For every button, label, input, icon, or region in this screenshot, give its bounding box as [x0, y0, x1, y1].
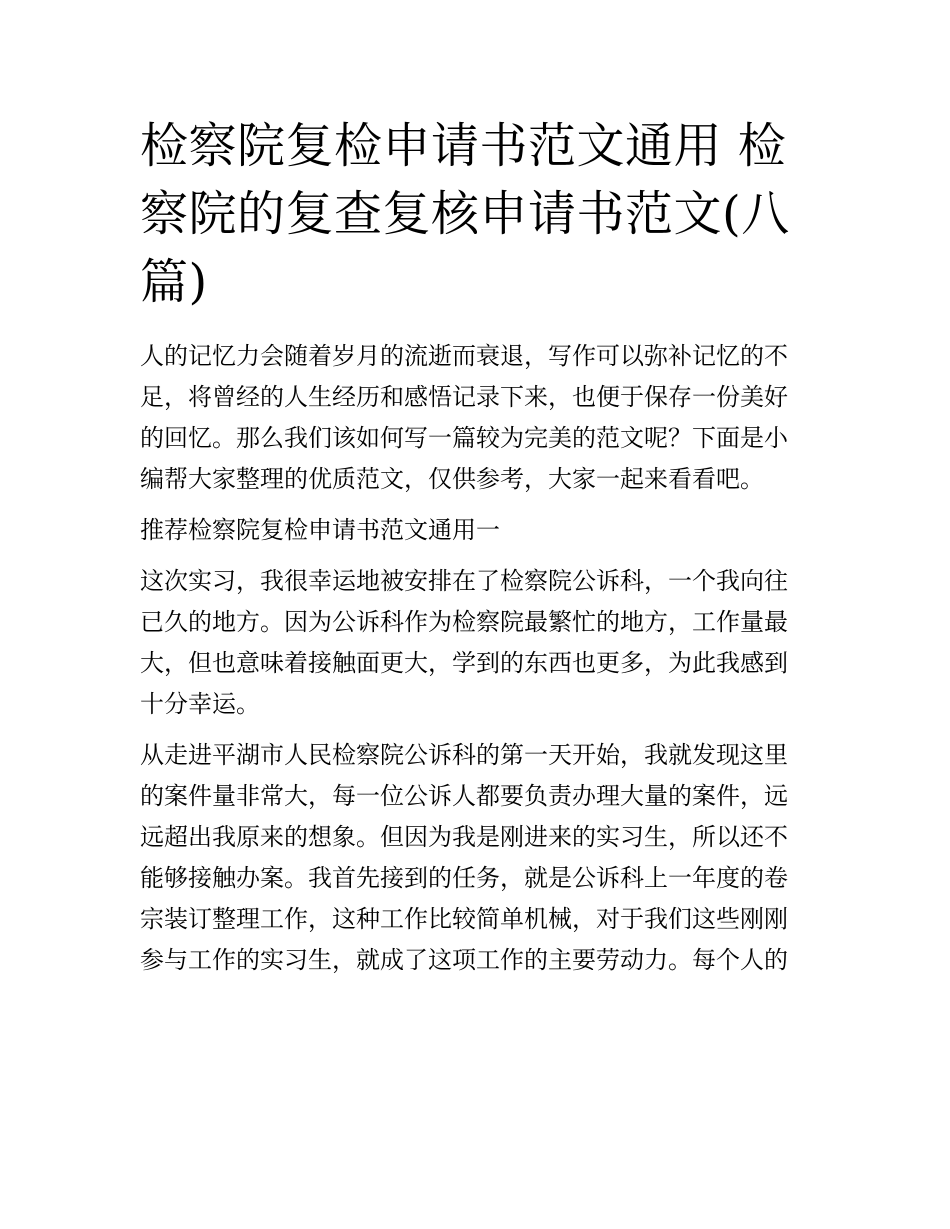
body-paragraph [140, 735, 812, 981]
title-line: 检察院复检申请书范文通用 检 [140, 118, 787, 174]
document-title [140, 112, 812, 316]
text-line: 宗装订整理工作，这种工作比较简单机械，对于我们这些刚刚 [140, 905, 788, 933]
title-line: 察院的复查复核申请书范文(八 [140, 186, 790, 242]
text-line: 的案件量非常大，每一位公诉人都要负责办理大量的案件，远 [140, 782, 788, 810]
text-line: 参与工作的实习生，就成了这项工作的主要劳动力。每个人的 [140, 946, 788, 974]
intro-paragraph [140, 336, 812, 500]
text-line: 能够接触办案。我首先接到的任务，就是公诉科上一年度的卷 [140, 864, 788, 892]
text-line: 这次实习，我很幸运地被安排在了检察院公诉科，一个我向往 [140, 567, 788, 595]
body-paragraph [140, 561, 812, 725]
text-line: 十分幸运。 [140, 690, 260, 718]
text-line: 远超出我原来的想象。但因为我是刚进来的实习生，所以还不 [140, 823, 788, 851]
text-line: 已久的地方。因为公诉科作为检察院最繁忙的地方，工作量最 [140, 608, 788, 636]
text-line: 足，将曾经的人生经历和感悟记录下来，也便于保存一份美好 [140, 383, 788, 411]
text-line: 推荐检察院复检申请书范文通用一 [140, 516, 500, 544]
title-line: 篇) [140, 254, 208, 310]
text-line: 编帮大家整理的优质范文，仅供参考，大家一起来看看吧。 [140, 465, 764, 493]
section-heading [140, 510, 812, 551]
text-line: 人的记忆力会随着岁月的流逝而衰退，写作可以弥补记忆的不 [140, 342, 788, 370]
document-body [140, 336, 812, 981]
text-line: 的回忆。那么我们该如何写一篇较为完美的范文呢？下面是小 [140, 424, 788, 452]
document-content [140, 112, 812, 991]
text-line: 大，但也意味着接触面更大，学到的东西也更多，为此我感到 [140, 649, 788, 677]
text-line: 从走进平湖市人民检察院公诉科的第一天开始，我就发现这里 [140, 741, 788, 769]
